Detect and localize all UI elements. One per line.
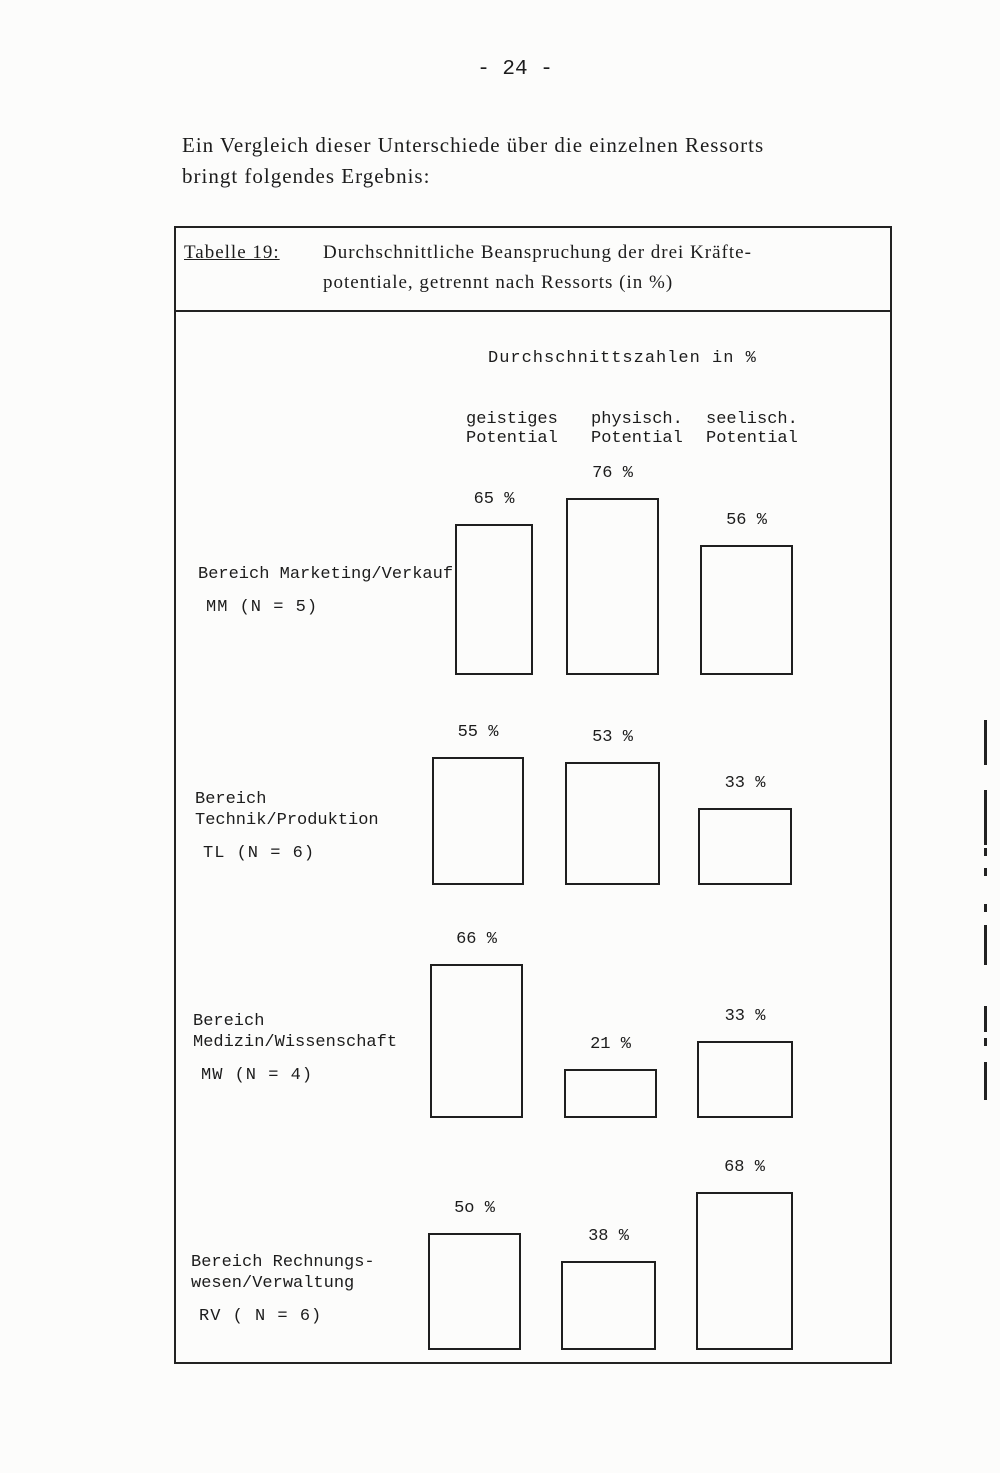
row-label-line: Bereich Rechnungs- [191, 1253, 375, 1272]
caption-line-2: potentiale, getrennt nach Ressorts (in %) [323, 272, 674, 293]
row-label-rechnungswesen [191, 1252, 375, 1327]
intro-line-2: bringt folgendes Ergebnis: [182, 164, 431, 188]
chart-title: Durchschnittszahlen in % [488, 349, 757, 368]
bar-value-label: 38 % [588, 1227, 629, 1246]
margin-mark [984, 1006, 987, 1032]
bar-value-label: 55 % [457, 723, 499, 742]
column-header-line: Potential [591, 429, 683, 448]
row-label-code: RV ( N = 6) [199, 1307, 323, 1326]
caption-label: Tabelle 19: [184, 242, 280, 263]
column-header-seelisch [706, 410, 798, 448]
row-label-code: TL (N = 6) [203, 844, 316, 863]
row-label-line: Medizin/Wissenschaft [193, 1033, 398, 1052]
bar-geistig-group-2 [432, 757, 524, 885]
bar-geistig-group-1 [455, 524, 533, 675]
margin-mark [984, 904, 987, 912]
bar-physisch-group-2 [565, 762, 660, 885]
bar-geistig-group-4 [428, 1233, 521, 1350]
row-label-line: Bereich [195, 790, 267, 809]
margin-mark [984, 720, 987, 765]
row-label-medizin [193, 1011, 397, 1086]
column-header-line: seelisch. [706, 410, 798, 429]
row-label-technik [195, 789, 379, 864]
bar-value-label: 21 % [590, 1035, 631, 1054]
caption-separator [176, 310, 890, 312]
column-header-geistiges [466, 410, 558, 448]
margin-marks [984, 720, 990, 1110]
bar-geistig-group-3 [430, 964, 523, 1118]
column-header-line: geistiges [466, 410, 558, 429]
row-label-code: MM (N = 5) [206, 598, 319, 617]
row-label-line: wesen/Verwaltung [191, 1274, 355, 1293]
bar-value-label: 65 % [473, 490, 515, 509]
intro-paragraph [182, 130, 962, 192]
bar-seelisch-group-3 [697, 1041, 793, 1118]
bar-value-label: 66 % [456, 930, 497, 949]
bar-value-label: 56 % [726, 511, 767, 530]
bar-value-label: 5o % [454, 1199, 495, 1218]
bar-value-label: 33 % [724, 1007, 766, 1026]
bar-value-label: 53 % [592, 728, 633, 747]
bar-physisch-group-3 [564, 1069, 657, 1118]
row-label-marketing [198, 564, 453, 618]
bar-seelisch-group-1 [700, 545, 793, 675]
column-header-physisch [591, 410, 683, 448]
bar-value-label: 33 % [724, 774, 766, 793]
page-number: - 24 - [477, 58, 553, 81]
bar-value-label: 76 % [592, 464, 633, 483]
margin-mark [984, 868, 987, 876]
margin-mark [984, 848, 987, 856]
bar-seelisch-group-4 [696, 1192, 793, 1350]
margin-mark [984, 1062, 987, 1100]
column-header-line: physisch. [591, 410, 683, 429]
margin-mark [984, 1038, 987, 1046]
row-label-line: Bereich Marketing/Verkauf [198, 565, 454, 584]
intro-line-1: Ein Vergleich dieser Unterschiede über die einzelnen Ressorts [182, 133, 765, 157]
column-header-line: Potential [706, 429, 798, 448]
row-label-code: MW (N = 4) [201, 1066, 314, 1085]
bar-value-label: 68 % [724, 1158, 765, 1177]
caption-line-1: Durchschnittliche Beanspruchung der drei Kräfte- [323, 242, 752, 263]
bar-seelisch-group-2 [698, 808, 792, 885]
bar-physisch-group-4 [561, 1261, 656, 1350]
margin-mark [984, 790, 987, 845]
column-header-line: Potential [466, 429, 558, 448]
row-label-line: Bereich [193, 1012, 265, 1031]
bar-physisch-group-1 [566, 498, 659, 675]
margin-mark [984, 925, 987, 965]
row-label-line: Technik/Produktion [195, 811, 379, 830]
